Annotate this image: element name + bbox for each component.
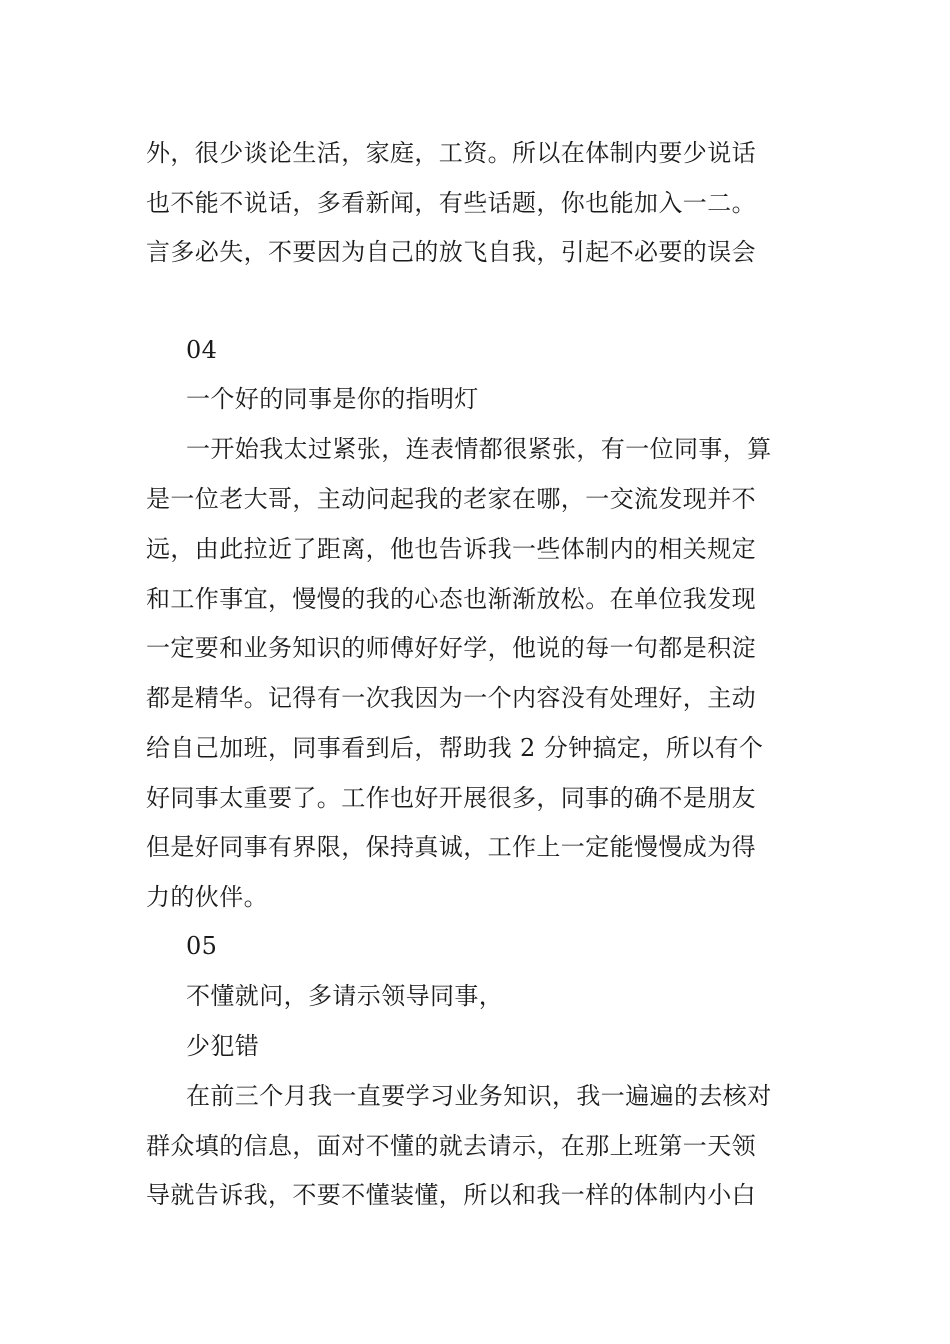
paragraph-line: 和工作事宜，慢慢的我的心态也渐渐放松。在单位我发现 [146, 585, 756, 613]
paragraph-line: 是一位老大哥，主动问起我的老家在哪，一交流发现并不 [146, 485, 756, 513]
paragraph-line: 一开始我太过紧张，连表情都很紧张，有一位同事，算 [186, 435, 772, 463]
paragraph-line: 言多必失，不要因为自己的放飞自我，引起不必要的误会 [146, 238, 756, 266]
section-title: 一个好的同事是你的指明灯 [186, 385, 479, 413]
section-number: 05 [186, 932, 218, 960]
paragraph-line: 也不能不说话，多看新闻，有些话题，你也能加入一二。 [146, 189, 756, 217]
paragraph-line: 在前三个月我一直要学习业务知识，我一遍遍的去核对 [186, 1082, 772, 1110]
paragraph-line: 一定要和业务知识的师傅好好学，他说的每一句都是积淀 [146, 634, 756, 662]
section-title: 不懂就问，多请示领导同事， [186, 982, 504, 1010]
paragraph-line: 群众填的信息，面对不懂的就去请示，在那上班第一天领 [146, 1132, 756, 1160]
paragraph-line: 好同事太重要了。工作也好开展很多，同事的确不是朋友 [146, 784, 756, 812]
paragraph-line: 导就告诉我，不要不懂装懂，所以和我一样的体制内小白 [146, 1181, 756, 1209]
section-title: 少犯错 [186, 1032, 260, 1060]
paragraph-line: 远，由此拉近了距离，他也告诉我一些体制内的相关规定 [146, 535, 756, 563]
paragraph-line: 给自己加班，同事看到后，帮助我 2 分钟搞定，所以有个 [146, 734, 764, 762]
section-number: 04 [186, 336, 218, 364]
paragraph-line: 力的伙伴。 [146, 883, 268, 911]
paragraph-line: 但是好同事有界限，保持真诚，工作上一定能慢慢成为得 [146, 833, 756, 861]
paragraph-line: 都是精华。记得有一次我因为一个内容没有处理好，主动 [146, 684, 756, 712]
paragraph-line: 外，很少谈论生活，家庭，工资。所以在体制内要少说话 [146, 139, 756, 167]
